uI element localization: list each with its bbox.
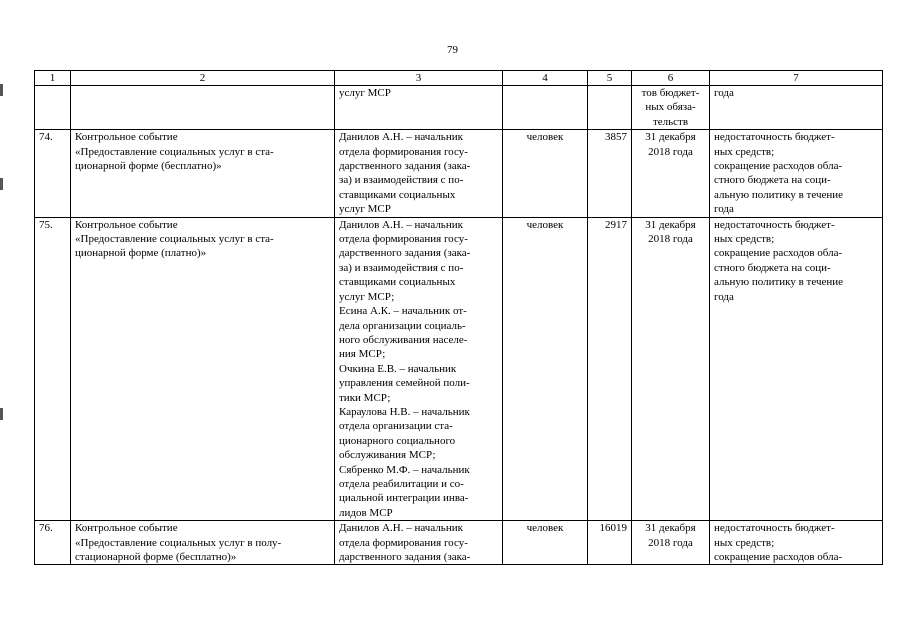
event-cell: Контрольное событие «Предоставление социальных услуг в полу- стационарной форме (бесплатно)» xyxy=(71,521,335,565)
responsible-cell: Данилов А.Н. – начальник отдела формирования госу- дарственного задания (зака- за) и взаимодействия с по- ставщиками социальных услуг МСР; Есина А.К. – начальник от- дела организации социаль- ного обслуживания населе- ния МСР; Очкина Е.В. – начальник управления семейной поли- тики МСР; Караулова Н.В. – начальник отдела организации ста- ционарного социального обслуживания МСР; Сябренко М.Ф. – начальник отдела реабилитации и со- циальной интеграции инва- лидов МСР xyxy=(335,217,503,521)
table-row xyxy=(35,521,883,565)
header-col-5: 5 xyxy=(588,71,632,86)
deadline-cell: 31 декабря 2018 года xyxy=(632,521,710,565)
continuation-row xyxy=(35,86,883,130)
row-number: 75. xyxy=(35,217,71,521)
margin-tick xyxy=(0,408,3,420)
header-col-6: 6 xyxy=(632,71,710,86)
deadline-cell: 31 декабря 2018 года xyxy=(632,130,710,217)
value-cell: 16019 xyxy=(588,521,632,565)
header-col-7: 7 xyxy=(710,71,883,86)
header-row xyxy=(35,71,883,86)
header-col-2: 2 xyxy=(71,71,335,86)
unit-cell: человек xyxy=(503,521,588,565)
row-number: 76. xyxy=(35,521,71,565)
event-cell: Контрольное событие «Предоставление социальных услуг в ста- ционарной форме (платно)» xyxy=(71,217,335,521)
page-number: 79 xyxy=(447,44,458,56)
margin-tick xyxy=(0,84,3,96)
event-cell: Контрольное событие «Предоставление социальных услуг в ста- ционарной форме (бесплатно)» xyxy=(71,130,335,217)
header-col-1: 1 xyxy=(35,71,71,86)
value-cell: 3857 xyxy=(588,130,632,217)
header-col-4: 4 xyxy=(503,71,588,86)
risks-cell: года xyxy=(710,86,883,130)
risks-cell: недостаточность бюджет- ных средств; сокращение расходов обла- xyxy=(710,521,883,565)
value-cell: 2917 xyxy=(588,217,632,521)
table-row xyxy=(35,217,883,521)
margin-tick xyxy=(0,178,3,190)
row-number: 74. xyxy=(35,130,71,217)
plan-table xyxy=(34,70,883,565)
deadline-cell: 31 декабря 2018 года xyxy=(632,217,710,521)
table-row xyxy=(35,130,883,217)
unit-cell: человек xyxy=(503,130,588,217)
unit-cell: человек xyxy=(503,217,588,521)
responsible-cell: Данилов А.Н. – начальник отдела формирования госу- дарственного задания (зака- за) и взаимодействия с по- ставщиками социальных услуг МСР xyxy=(335,130,503,217)
risks-cell: недостаточность бюджет- ных средств; сокращение расходов обла- стного бюджета на соци- альную политику в течение года xyxy=(710,130,883,217)
header-col-3: 3 xyxy=(335,71,503,86)
deadline-cell: тов бюджет- ных обяза- тельств xyxy=(632,86,710,130)
risks-cell: недостаточность бюджет- ных средств; сокращение расходов обла- стного бюджета на соци- альную политику в течение года xyxy=(710,217,883,521)
responsible-cell: Данилов А.Н. – начальник отдела формирования госу- дарственного задания (зака- xyxy=(335,521,503,565)
responsible-cell: услуг МСР xyxy=(335,86,503,130)
